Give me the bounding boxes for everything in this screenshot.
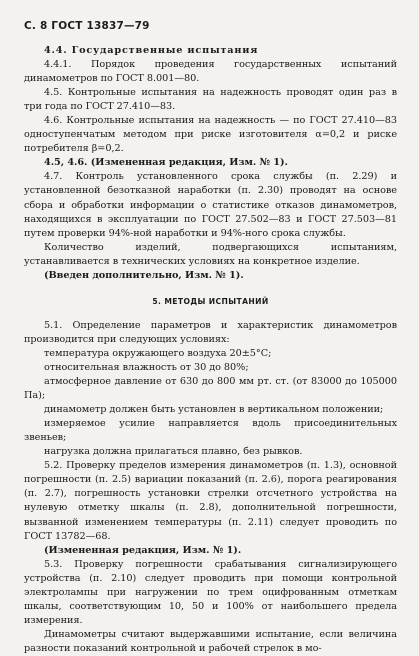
paragraph-5-1: 5.1. Определение параметров и характеристик динамометров производится при следующих условиях: xyxy=(24,319,397,345)
paragraph-4-7: 4.7. Контроль установленного срока службы (п. 2.29) и установленной безотказной наработки (п. 2.30) проводят на основе сбора и обработки информации о статистике отказов динамометров, находящихся в эксплуатации по ГОСТ 27.502—83 и ГОСТ 27.503—81 путем проверки 94%-ной наработки и 94%-ного срока службы. xyxy=(24,171,397,239)
added-note: (Введен дополнительно, Изм. № 1). xyxy=(44,269,244,281)
paragraph-5-2: 5.2. Проверку пределов измерения динамометров (п. 1.3), основной погрешности (п. 2.5) вариации показаний (п. 2.6), порога реагирования (п. 2.7), погрешность установки стрелки отсчетного устройства на нулевую отметку шкалы (п. 2.8), дополнительной погрешности, вызванной изменением температуры (п. 2.11) следует проводить по ГОСТ 13782—68. xyxy=(24,460,397,542)
condition-humidity: относительная влажность от 30 до 80%; xyxy=(44,361,249,373)
paragraph-4-5: 4.5. Контрольные испытания на надежность проводят один раз в три года по ГОСТ 27.410—83. xyxy=(24,87,397,113)
amendment-note-4-5-4-6: 4.5, 4.6. (Измененная редакция, Изм. № 1). xyxy=(44,157,288,169)
condition-force-direction: измеряемое усилие направляется вдоль присоединительных звеньев; xyxy=(24,418,397,444)
paragraph-4-6: 4.6. Контрольные испытания на надежность — по ГОСТ 27.410—83 одноступенчатым методом при риске изготовителя α=0,2 и риске потребителя β=0,2. xyxy=(24,115,397,155)
section-title-5: 5. МЕТОДЫ ИСПЫТАНИЙ xyxy=(152,296,269,306)
condition-vertical-position: динамометр должен быть установлен в вертикальном положении; xyxy=(44,404,384,416)
paragraph-4-4-1: 4.4.1. Порядок проведения государственных испытаний динамометров по ГОСТ 8.001—80. xyxy=(24,59,397,85)
condition-temperature: температура окружающего воздуха 20±5°С; xyxy=(44,347,272,359)
condition-smooth-load: нагрузка должна прилагаться плавно, без рывков. xyxy=(44,446,303,458)
paragraph-pass-criteria: Динамометры считают выдержавшими испытание, если величина разности показаний контрольной и рабочей стрелок в мо- xyxy=(24,628,397,654)
paragraph-5-3: 5.3. Проверку погрешности срабатывания сигнализирующего устройства (п. 2.10) следует проводить при помощи контрольной электролампы при нагружении по трем оцифрованным отметкам шкалы, соответствующим 10, 50 и 100% от наибольшего предела измерения. xyxy=(24,558,397,626)
paragraph-quantity: Количество изделий, подвергающихся испытаниям, устанавливается в технических условиях на конкретное изделие. xyxy=(24,241,397,267)
heading-4-4: 4.4. Государственные испытания xyxy=(44,45,259,56)
condition-pressure: атмосферное давление от 630 до 800 мм рт. ст. (от 83000 до 105000 Па); xyxy=(24,376,397,402)
page-header: С. 8 ГОСТ 13837—79 xyxy=(24,20,150,32)
amendment-note-5-2: (Измененная редакция, Изм. № 1). xyxy=(44,544,242,556)
